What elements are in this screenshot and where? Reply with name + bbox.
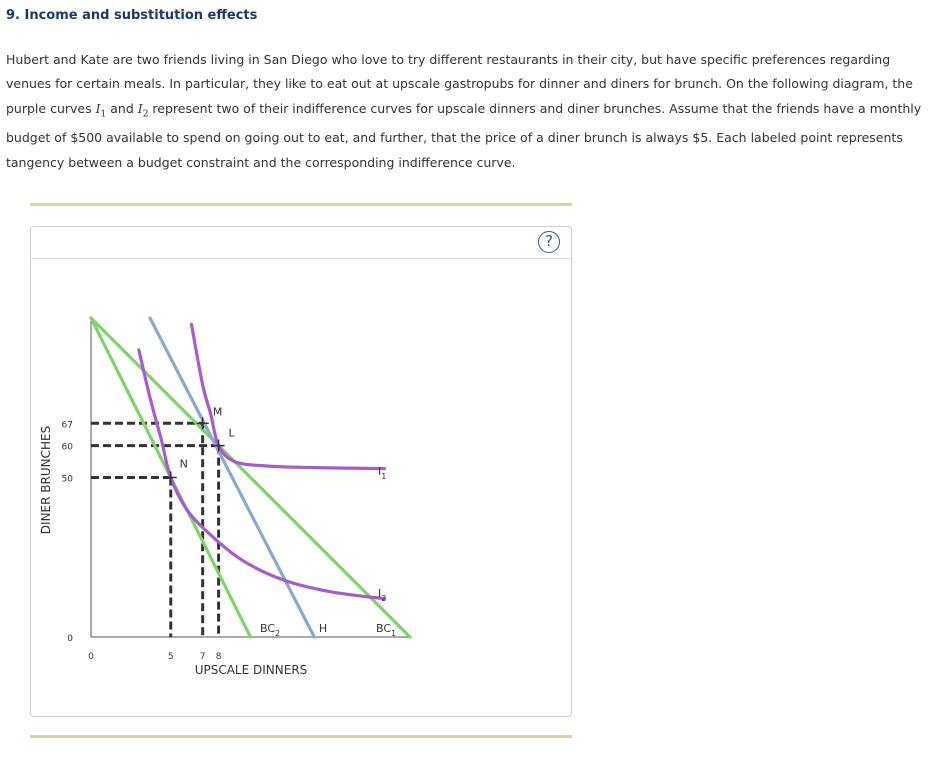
i2-symbol: $I_2$ [137, 100, 149, 120]
y-axis-title: DINER BRUNCHES [39, 425, 53, 535]
help-icon[interactable]: ? [538, 231, 560, 253]
intro-part2: represent two of their indifference curves for upscale dinners and diner brunches. Assume that the friends have a monthly budget of $500 available to spend on going out to eat, and further, that the price of a diner brunch is always $5. Each labeled point represents tangency between a budget constraint and the corresponding indifference curve. [6, 100, 922, 170]
point-label-N: N [179, 457, 188, 471]
bottom-divider [30, 735, 572, 738]
point-label-L: L [228, 426, 235, 440]
series-I1 [191, 324, 384, 468]
point-label-M: M [212, 405, 223, 419]
x-tick-7: 7 [199, 652, 206, 662]
intro-part1: Hubert and Kate are two friends living in San Diego who love to try different restaurants in their city, but have specific preferences regarding venues for certain meals. In particular, they like to eat out at upscale gastropubs for dinner and diners for brunch. On the following diagram, the purple curves [6, 52, 913, 116]
i1-label: $I_1$ [378, 465, 387, 481]
question-title: 9. Income and substitution effects [6, 8, 258, 23]
and-text: and [106, 100, 138, 116]
y-tick-50: 50 [61, 474, 73, 485]
series-BC1 [91, 318, 410, 637]
i2-label: $I_2$ [378, 587, 387, 603]
bc1-label: $BC_1$ [376, 622, 397, 638]
i1-symbol: $I_1$ [95, 100, 107, 120]
h-label: H [318, 622, 328, 635]
y-tick-67: 67 [61, 420, 73, 431]
y-tick-60: 60 [61, 442, 73, 453]
x-tick-5: 5 [167, 652, 174, 662]
x-tick-8: 8 [215, 652, 222, 662]
x-tick-0: 0 [88, 652, 94, 662]
bc2-label: $BC_2$ [260, 622, 281, 638]
series-I2 [139, 350, 385, 599]
x-axis-title: UPSCALE DINNERS [194, 663, 308, 677]
y-tick-0: 0 [67, 634, 73, 644]
